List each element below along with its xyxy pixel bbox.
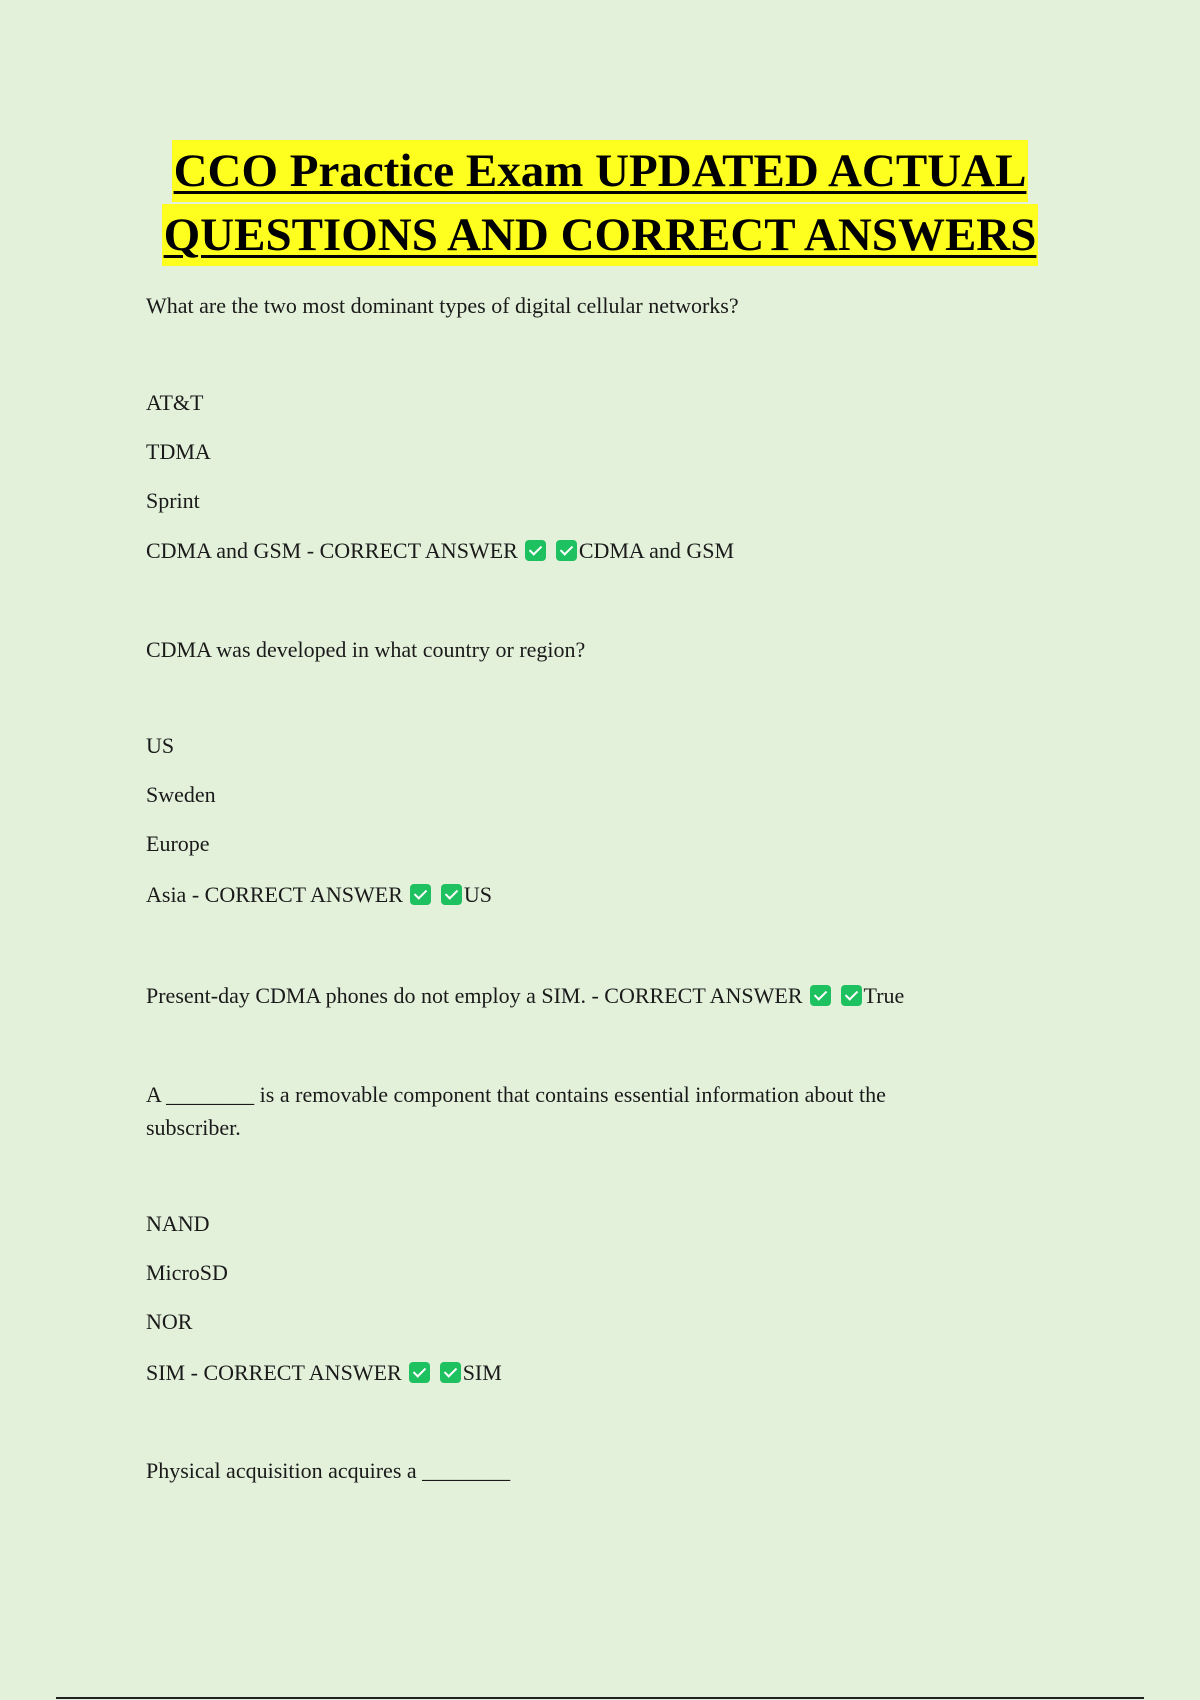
q4-option-2: MicroSD xyxy=(146,1260,228,1285)
check-box-icon xyxy=(410,884,431,905)
q1-answer-prefix: CDMA and GSM - CORRECT ANSWER xyxy=(146,538,518,563)
q3-answer-line xyxy=(146,982,904,1010)
check-box-icon xyxy=(841,985,862,1006)
q1-answer-line xyxy=(146,537,734,565)
question-5: Physical acquisition acquires a ________ xyxy=(146,1458,511,1483)
check-box-icon xyxy=(409,1362,430,1383)
q2-answer: US xyxy=(463,882,493,907)
title-line-2: QUESTIONS AND CORRECT ANSWERS xyxy=(162,204,1039,266)
q2-answer-prefix: Asia - CORRECT ANSWER xyxy=(146,882,403,907)
q1-answer: CDMA and GSM xyxy=(578,538,735,563)
q4-answer: SIM xyxy=(462,1360,502,1385)
question-4: A ________ is a removable component that contains essential information about the subscriber. xyxy=(146,1082,886,1140)
q1-option-1: AT&T xyxy=(146,390,204,415)
title-line-1: CCO Practice Exam UPDATED ACTUAL xyxy=(172,140,1029,202)
check-box-icon xyxy=(810,985,831,1006)
question-1: What are the two most dominant types of digital cellular networks? xyxy=(146,293,739,318)
page-title xyxy=(0,140,1200,268)
q2-option-3: Europe xyxy=(146,831,210,856)
footer-divider xyxy=(56,1697,1144,1699)
q4-option-1: NAND xyxy=(146,1211,210,1236)
q4-answer-line xyxy=(146,1359,502,1387)
question-2: CDMA was developed in what country or region? xyxy=(146,637,586,662)
q2-answer-line xyxy=(146,881,492,909)
q4-option-3: NOR xyxy=(146,1309,193,1334)
q3-answer: True xyxy=(863,983,905,1008)
q1-option-3: Sprint xyxy=(146,488,200,513)
check-box-icon xyxy=(556,540,577,561)
q4-answer-prefix: SIM - CORRECT ANSWER xyxy=(146,1360,402,1385)
check-box-icon xyxy=(440,1362,461,1383)
check-box-icon xyxy=(441,884,462,905)
q1-option-2: TDMA xyxy=(146,439,211,464)
check-box-icon xyxy=(525,540,546,561)
q2-option-2: Sweden xyxy=(146,782,216,807)
q3-answer-prefix: Present-day CDMA phones do not employ a SIM. - CORRECT ANSWER xyxy=(146,983,803,1008)
q2-option-1: US xyxy=(146,733,175,758)
